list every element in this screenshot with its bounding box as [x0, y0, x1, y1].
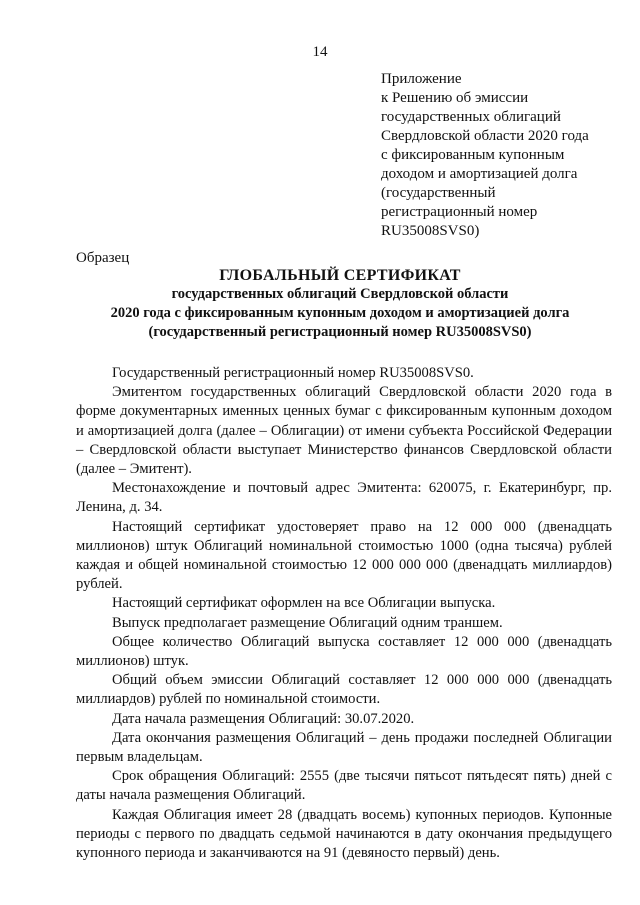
paragraph-end-date: Дата окончания размещения Облигаций – день продажи последней Облигации первым владельцам.: [76, 729, 612, 766]
paragraph-issuer: Эмитентом государственных облигаций Свердловской области 2020 года в форме документарных именных ценных бумаг с фиксированным купонным доходом и амортизацией долга (далее – Облигации) от имени субъекта Российской Федерации – Свердловской области выступает Министерство финансов Свердловской области (далее – Эмитент).: [76, 384, 612, 478]
title-line-2: государственных облигаций Свердловской области: [171, 286, 509, 302]
appendix-line: государственных облигаций: [381, 109, 561, 125]
appendix-line: к Решению об эмиссии: [381, 90, 529, 106]
paragraph-coverage: Настоящий сертификат оформлен на все Облигации выпуска.: [112, 595, 496, 612]
paragraph-start-date: Дата начала размещения Облигаций: 30.07.2020.: [112, 710, 415, 727]
appendix-line: регистрационный номер: [381, 204, 538, 220]
page-number: 14: [312, 44, 328, 60]
paragraph-coupons: Каждая Облигация имеет 28 (двадцать восемь) купонных периодов. Купонные периоды с первого по двадцать седьмой начинаются в дату окончания предыдущего купонного периода и заканчиваются на 91 (девяносто первый) день.: [76, 806, 612, 862]
title-main: ГЛОБАЛЬНЫЙ СЕРТИФИКАТ: [219, 267, 461, 284]
paragraph-quantity: Общее количество Облигаций выпуска составляет 12 000 000 (двенадцать миллионов) штук.: [76, 633, 612, 670]
appendix-note: [381, 70, 621, 241]
sample-label: Образец: [76, 250, 130, 266]
appendix-line: доходом и амортизацией долга: [381, 166, 578, 182]
paragraph-address: Местонахождение и почтовый адрес Эмитента: 620075, г. Екатеринбург, пр. Ленина, д. 34.: [76, 480, 612, 516]
appendix-line: (государственный: [381, 185, 496, 201]
paragraph-registration-number: Государственный регистрационный номер RU35008SVS0.: [112, 365, 474, 381]
certificate-title: [60, 266, 620, 342]
certificate-body: [76, 364, 612, 863]
appendix-line: с фиксированным купонным: [381, 147, 565, 163]
appendix-line: Приложение: [381, 71, 462, 87]
paragraph-rights: Настоящий сертификат удостоверяет право на 12 000 000 (двенадцать миллионов) штук Облигаций номинальной стоимостью 1000 (одна тысяча) рублей каждая и общей номинальной стоимостью 12 000 000 000 (двенадцать миллиардов) рублей.: [76, 518, 612, 593]
paragraph-tranche: Выпуск предполагает размещение Облигаций одним траншем.: [112, 614, 503, 631]
appendix-line: RU35008SVS0): [381, 223, 480, 239]
title-line-4: (государственный регистрационный номер RU35008SVS0): [148, 324, 532, 340]
paragraph-term: Срок обращения Облигаций: 2555 (две тысячи пятьсот пятьдесят пять) дней с даты начала размещения Облигаций.: [76, 768, 612, 804]
title-line-3: 2020 года с фиксированным купонным доходом и амортизацией долга: [110, 305, 570, 321]
paragraph-volume: Общий объем эмиссии Облигаций составляет 12 000 000 000 (двенадцать миллиардов) рублей по номинальной стоимости.: [76, 672, 612, 708]
appendix-line: Свердловской области 2020 года: [381, 128, 589, 144]
